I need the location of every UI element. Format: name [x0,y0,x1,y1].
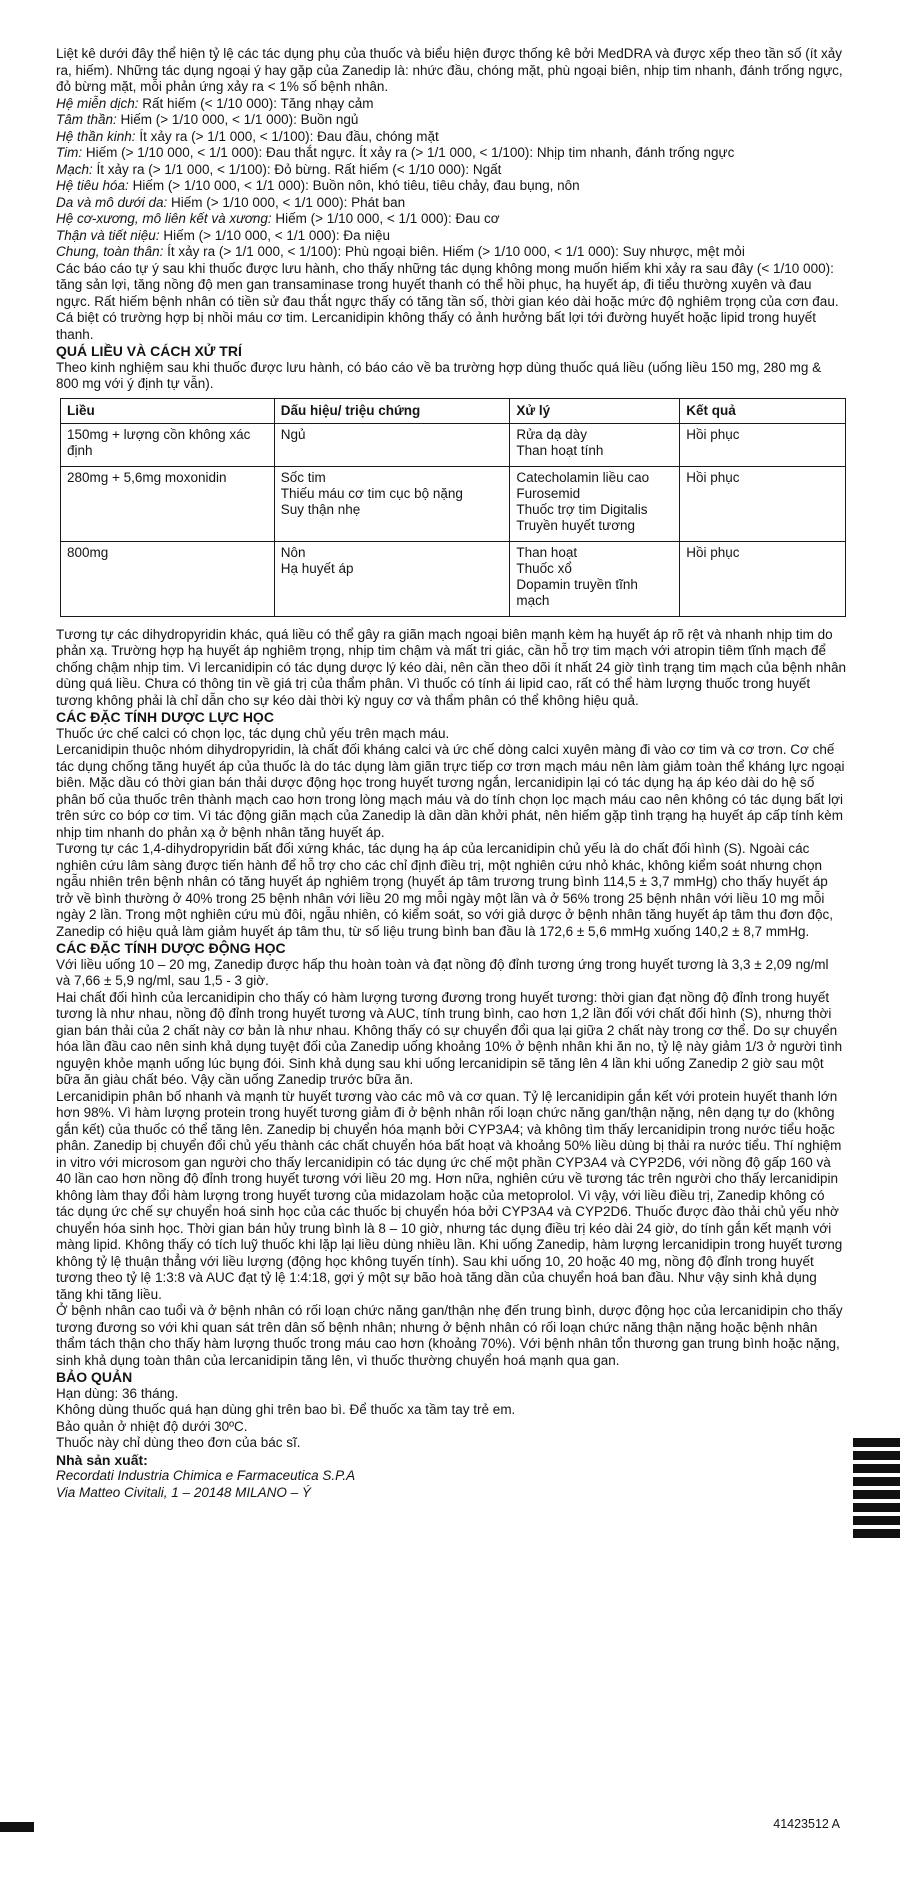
pharmacokinetics-paragraph: Ở bệnh nhân cao tuổi và ở bệnh nhân có rối loạn chức năng gan/thận nhẹ đến trung bình, dược động học của lercanidipin cho thấy tương đương so với khi quan sát trên dân số bệnh nhân; nhưng ở bệnh nhân có rối loạn chức năng thận nặng hoặc bệnh nhân thẩm tách thận cho thấy hàm lượng thuốc trong máu cao hơn (khoảng 70%). Với bệnh nhân tổn thương gan trung bình hoặc nặng, sinh khả dụng toàn thân của lercanidipin tăng lên, vì thuốc thường chuyển hoá mạnh qua gan. [56,1303,843,1368]
side-effect-musculoskeletal: Hệ cơ-xương, mô liên kết và xương: Hiếm (> 1/10 000, < 1/1 000): Đau cơ [56,211,500,226]
symptom-line: Suy thận nhẹ [280,501,361,517]
storage-line: Không dùng thuốc quá hạn dùng ghi trên bao bì. Để thuốc xa tầm tay trẻ em. [56,1402,516,1417]
manufacturer-address: Via Matteo Civitali, 1 – 20148 MILANO – Ý [56,1484,311,1500]
symptom-line: Thiếu máu cơ tim cục bộ nặng [280,485,463,501]
overdose-table [60,398,846,617]
manufacturer-heading: Nhà sản xuất: [56,1451,148,1468]
dose-cell: 150mg + lượng cồn không xác định [61,423,275,466]
table-row [61,541,846,616]
storage-heading: BẢO QUẢN [56,1369,133,1385]
overdose-intro: Theo kinh nghiệm sau khi thuốc được lưu hành, có báo cáo về ba trường hợp dùng thuốc quá liều (uống liều 150 mg, 280 mg & 800 mg với ý định tự vẫn). [56,359,822,391]
pharmacodynamics-paragraph: Tương tự các 1,4-dihydropyridin bất đối xứng khác, tác dụng hạ áp của lercanidipin chủ yếu là do chất đối hình (S). Ngoài các nghiên cứu lâm sàng được tiến hành để hỗ trợ cho các chỉ định điều trị, một nghiên cứu nhỏ khác, không kiểm soát nhưng chọn ngẫu nhiên trên bệnh nhân có tăng huyết áp nghiêm trọng (huyết áp tâm trương trung bình 114,5 ± 3,7 mmHg) cho thấy huyết áp trở về bình thường ở 40% trong 25 bệnh nhân với liều 20 mg mỗi ngày một lần và ở 56% trong 25 bệnh nhân với liều 10 mg mỗi ngày 2 lần. Trong một nghiên cứu mù đôi, ngẫu nhiên, có kiểm soát, so với giả dược ở bệnh nhân tăng huyết áp tâm thu đơn độc, Zanedip có hiệu quả làm giảm huyết áp tâm thu, từ số liệu trung bình ban đầu là 172,6 ± 5,6 mmHg xuống 140,2 ± 8,7 mmHg. [56,841,833,939]
treatment-line: Rửa dạ dày [516,426,587,442]
side-effect-nervous: Hệ thần kinh: Ít xảy ra (> 1/1 000, < 1/100): Đau đầu, chóng mặt [56,128,439,144]
table-row [61,423,846,466]
treatment-line: Thuốc trợ tim Digitalis [516,501,648,517]
pharmacokinetics-paragraph: Hai chất đối hình của lercanidipin cho thấy có hàm lượng tương đương trong huyết tương: thời gian đạt nồng độ đỉnh trong huyết tương là như nhau, nồng độ đỉnh trong huyết tương và AUC, tính trung bình, cao hơn 1,2 lần đối với chất đối hình (S), nhưng thời gian bán thải của 2 chất này cơ bản là như nhau. Không thấy có sự chuyển đổi qua lại giữa 2 chất này trong cơ thể. Do sự chuyển hóa lần đầu cao nên sinh khả dụng tuyệt đối của Zanedip uống khoảng 10% ở bệnh nhân khi ăn no, tỷ lệ này giảm 1/3 ở người tình nguyện khỏe mạnh uống lúc bụng đói. Sinh khả dụng sau khi uống lercanidipin sẽ tăng lên 4 lần khi uống Zanedip 2 giờ sau một bữa ăn giàu chất béo. Vậy cần uống Zanedip trước bữa ăn. [56,989,843,1087]
storage-line: Bảo quản ở nhiệt độ dưới 30ºC. [56,1418,248,1434]
column-header-dose: Liều [61,398,275,423]
treatment-cell [510,423,680,466]
overdose-section [56,343,846,709]
table-header-row [61,398,846,423]
column-header-symptoms: Dấu hiệu/ triệu chứng [274,398,510,423]
pharmacodynamics-section [56,709,846,940]
symptoms-cell [274,423,510,466]
side-effect-gastro: Hệ tiêu hóa: Hiếm (> 1/10 000, < 1/1 000): Buồn nôn, khó tiêu, tiêu chảy, đau bụng, nôn [56,178,580,193]
stripe [853,1516,900,1525]
treatment-line: Than hoạt tính [516,442,604,458]
column-header-outcome: Kết quả [680,398,846,423]
corner-registration-mark [0,1822,34,1832]
pharmacokinetics-section [56,940,846,1369]
overdose-heading: QUÁ LIỀU VÀ CÁCH XỬ TRÍ [56,343,242,359]
treatment-line: Dopamin truyền tĩnh mạch [516,576,638,608]
outcome-cell: Hồi phục [680,423,846,466]
stripe [853,1464,900,1473]
side-effects-section [56,46,846,343]
column-header-treatment: Xử lý [510,398,680,423]
treatment-line: Than hoạt [516,544,578,560]
manufacturer-name: Recordati Industria Chimica e Farmaceutica S.P.A [56,1468,356,1483]
pharmacodynamics-heading: CÁC ĐẶC TÍNH DƯỢC LỰC HỌC [56,709,274,725]
treatment-line: Catecholamin liều cao [516,469,650,485]
symptom-line: Sốc tim [280,469,326,485]
treatment-cell [510,541,680,616]
post-marketing-reports: Các báo cáo tự ý sau khi thuốc được lưu hành, cho thấy những tác dụng không mong muốn hiếm khi xảy ra sau đây (< 1/10 000): tăng sản lợi, tăng nồng độ men gan transaminase trong huyết thanh có thể hồi phục, hạ huyết áp, đi tiểu thường xuyên và đau ngực. Rất hiếm bệnh nhân có tiền sử đau thắt ngực thấy có tăng tần số, thời gian kéo dài hoặc mức độ nghiêm trọng của cơn đau. Cá biệt có trường hợp bị nhồi máu cơ tim. Lercanidipin không thấy có ảnh hưởng bất lợi tới đường huyết hoặc lipid trong huyết thanh. [56,260,839,342]
side-effect-immune: Hệ miễn dịch: Rất hiếm (< 1/10 000): Tăng nhạy cảm [56,95,374,111]
stripe [853,1503,900,1512]
side-effect-general: Chung, toàn thân: Ít xảy ra (> 1/1 000, < 1/100): Phù ngoại biên. Hiếm (> 1/10 000, < 1/1 000): Suy nhược, mệt mỏi [56,244,745,259]
treatment-line: Truyền huyết tương [516,517,636,533]
pharmacodynamics-paragraph: Thuốc ức chế calci có chọn lọc, tác dụng chủ yếu trên mạch máu. [56,725,450,741]
storage-section [56,1369,846,1452]
dose-cell: 800mg [61,541,275,616]
treatment-line: Thuốc xổ [516,560,572,576]
edge-stripes-mark [853,1438,900,1542]
side-effect-psychiatric: Tâm thần: Hiếm (> 1/10 000, < 1/1 000): Buồn ngủ [56,112,359,127]
side-effect-vascular: Mạch: Ít xảy ra (> 1/1 000, < 1/100): Đỏ bừng. Rất hiếm (< 1/10 000): Ngất [56,161,502,177]
side-effect-skin: Da và mô dưới da: Hiếm (> 1/10 000, < 1/1 000): Phát ban [56,194,406,210]
side-effect-cardiac: Tim: Hiếm (> 1/10 000, < 1/1 000): Đau thắt ngực. Ít xảy ra (> 1/1 000, < 1/100): Nhịp tim nhanh, đánh trống ngực [56,145,735,160]
symptom-line: Nôn [280,544,306,560]
stripe [853,1490,900,1499]
pharmacodynamics-paragraph: Lercanidipin thuộc nhóm dihydropyridin, là chất đối kháng calci và ức chế dòng calci xuyên màng đi vào cơ tim và cơ trơn. Cơ chế tác dụng chống tăng huyết áp của thuốc là do tác dụng làm giãn trực tiếp cơ trơn mạch máu nên làm giảm toàn thể kháng lực ngoại biên. Mặc dầu có thời gian bán thải dược động học trong huyết tương ngắn, lercanidipin lại có tác dụng hạ áp kéo dài do hệ số phân bố của thuốc trên thành mạch cao hơn trong lòng mạch máu và do tính chọn lọc mạch máu cao nên không có tác dụng bất lợi trên sức co bóp cơ tim. Vì tác động giãn mạch của Zanedip là dần dần khởi phát, nên hiếm gặp tình trạng hạ huyết áp cấp tính kèm nhịp tim nhanh do phản xạ ở bệnh nhân tăng huyết áp. [56,742,845,840]
stripe [853,1529,900,1538]
outcome-cell: Hồi phục [680,541,846,616]
pharmacokinetics-paragraph: Lercanidipin phân bố nhanh và mạnh từ huyết tương vào các mô và cơ quan. Tỷ lệ lercanidipin gắn kết với protein huyết thanh lớn hơn 98%. Vì hàm lượng protein trong huyết tương giảm đi ở bệnh nhân rối loạn chức năng gan/thận nặng, nên dạng tự do (không gắn kết) của thuốc có thể tăng lên. Zanedip bị chuyển hóa mạnh bởi CYP3A4; và không tìm thấy lercanidipin trong nước tiểu hoặc phân. Zanedip bị chuyển đổi chủ yếu thành các chất chuyển hóa bất hoạt và khoảng 50% liều dùng bị thải ra nước tiểu. Thí nghiệm in vitro với microsom gan người cho thấy lercanidipin có tác dụng ức chế một phần CYP3A4 và CYP2D6, với nồng độ gấp 160 và 40 lần cao hơn nồng độ đỉnh trong huyết tương với liều 20 mg. Hơn nữa, nghiên cứu về tương tác trên người cho thấy lercanidipin không làm thay đổi hàm lượng trong huyết tương của midazolam hoặc của metoprolol. Vì vậy, với liều điều trị, Zanedip không có tác dụng ức chế sự chuyển hoá sinh học của các thuốc bị chuyển hóa bởi CYP3A4 và CYP2D6. Thuốc được đào thải chủ yếu nhờ chuyển hóa sinh học. Thời gian bán hủy trung bình là 8 – 10 giờ, nhưng tác dụng điều trị kéo dài 24 giờ, do tính gắn kết mạnh với màng lipid. Không thấy có tích luỹ thuốc khi lặp lại liều dùng nhiều lần. Khi uống Zanedip, hàm lượng lercanidipin trong huyết tương không tỷ lệ thuận thẳng với liều lượng (động học không tuyến tính). Sau khi uống 10, 20 hoặc 40 mg, nồng độ đỉnh trong huyết tương theo tỷ lệ 1:3:8 và AUC đạt tỷ lệ 1:4:18, gợi ý một sự bão hoà tăng dần của chuyển hoá ban đầu. Như vậy sinh khả dụng tăng khi tăng liều. [56,1088,843,1302]
pharmacokinetics-paragraph: Với liều uống 10 – 20 mg, Zanedip được hấp thu hoàn toàn và đạt nồng độ đỉnh tương ứng trong huyết tương là 3,3 ± 2,09 ng/ml và 7,66 ± 5,9 ng/ml, sau 1,5 - 3 giờ. [56,956,829,988]
leaflet-page [56,46,846,1501]
table-row [61,466,846,541]
stripe [853,1451,900,1460]
side-effects-intro: Liệt kê dưới đây thể hiện tỷ lệ các tác dụng phụ của thuốc và biểu hiện được thống kê bởi MedDRA và được xếp theo tần số (ít xảy ra, hiếm). Những tác dụng ngoại ý hay gặp của Zanedip là: nhức đầu, chóng mặt, phù ngoại biên, nhịp tim nhanh, đánh trống ngực, đỏ bừng mặt, mỗi phản ứng xảy ra < 1% số bệnh nhân. [56,46,843,94]
symptom-line: Ngủ [280,426,306,442]
document-code: 41423512 A [773,1817,840,1831]
pharmacokinetics-heading: CÁC ĐẶC TÍNH DƯỢC ĐỘNG HỌC [56,940,286,956]
stripe [853,1438,900,1447]
treatment-cell [510,466,680,541]
manufacturer-section [56,1452,846,1502]
overdose-discussion: Tương tự các dihydropyridin khác, quá liều có thể gây ra giãn mạch ngoại biên mạnh kèm hạ huyết áp rõ rệt và nhanh nhịp tim do phản xạ. Trường hợp hạ huyết áp nghiêm trọng, nhịp tim chậm và mất tri giác, cần hỗ trợ tim mạch với atropin tiêm tĩnh mạch để chống chậm nhịp tim. Vì lercanidipin có tác dụng dược lý kéo dài, nên cần theo dõi ít nhất 24 giờ tình trạng tim mạch của bệnh nhân dùng quá liều. Chưa có thông tin về giá trị của thẩm phân. Vì thuốc có tính ái lipid cao, rất có thể hàm lượng thuốc trong huyết tương không phải là chỉ dẫn cho sự kéo dài thời kỳ nguy cơ và thẩm phân có thể không hiệu quả. [56,626,846,708]
treatment-line: Furosemid [516,485,581,501]
stripe [853,1477,900,1486]
side-effect-renal: Thận và tiết niệu: Hiếm (> 1/10 000, < 1/1 000): Đa niệu [56,227,390,243]
storage-line: Thuốc này chỉ dùng theo đơn của bác sĩ. [56,1435,301,1450]
outcome-cell: Hồi phục [680,466,846,541]
dose-cell: 280mg + 5,6mg moxonidin [61,466,275,541]
symptom-line: Hạ huyết áp [280,560,354,576]
symptoms-cell [274,466,510,541]
storage-line: Hạn dùng: 36 tháng. [56,1385,179,1401]
symptoms-cell [274,541,510,616]
